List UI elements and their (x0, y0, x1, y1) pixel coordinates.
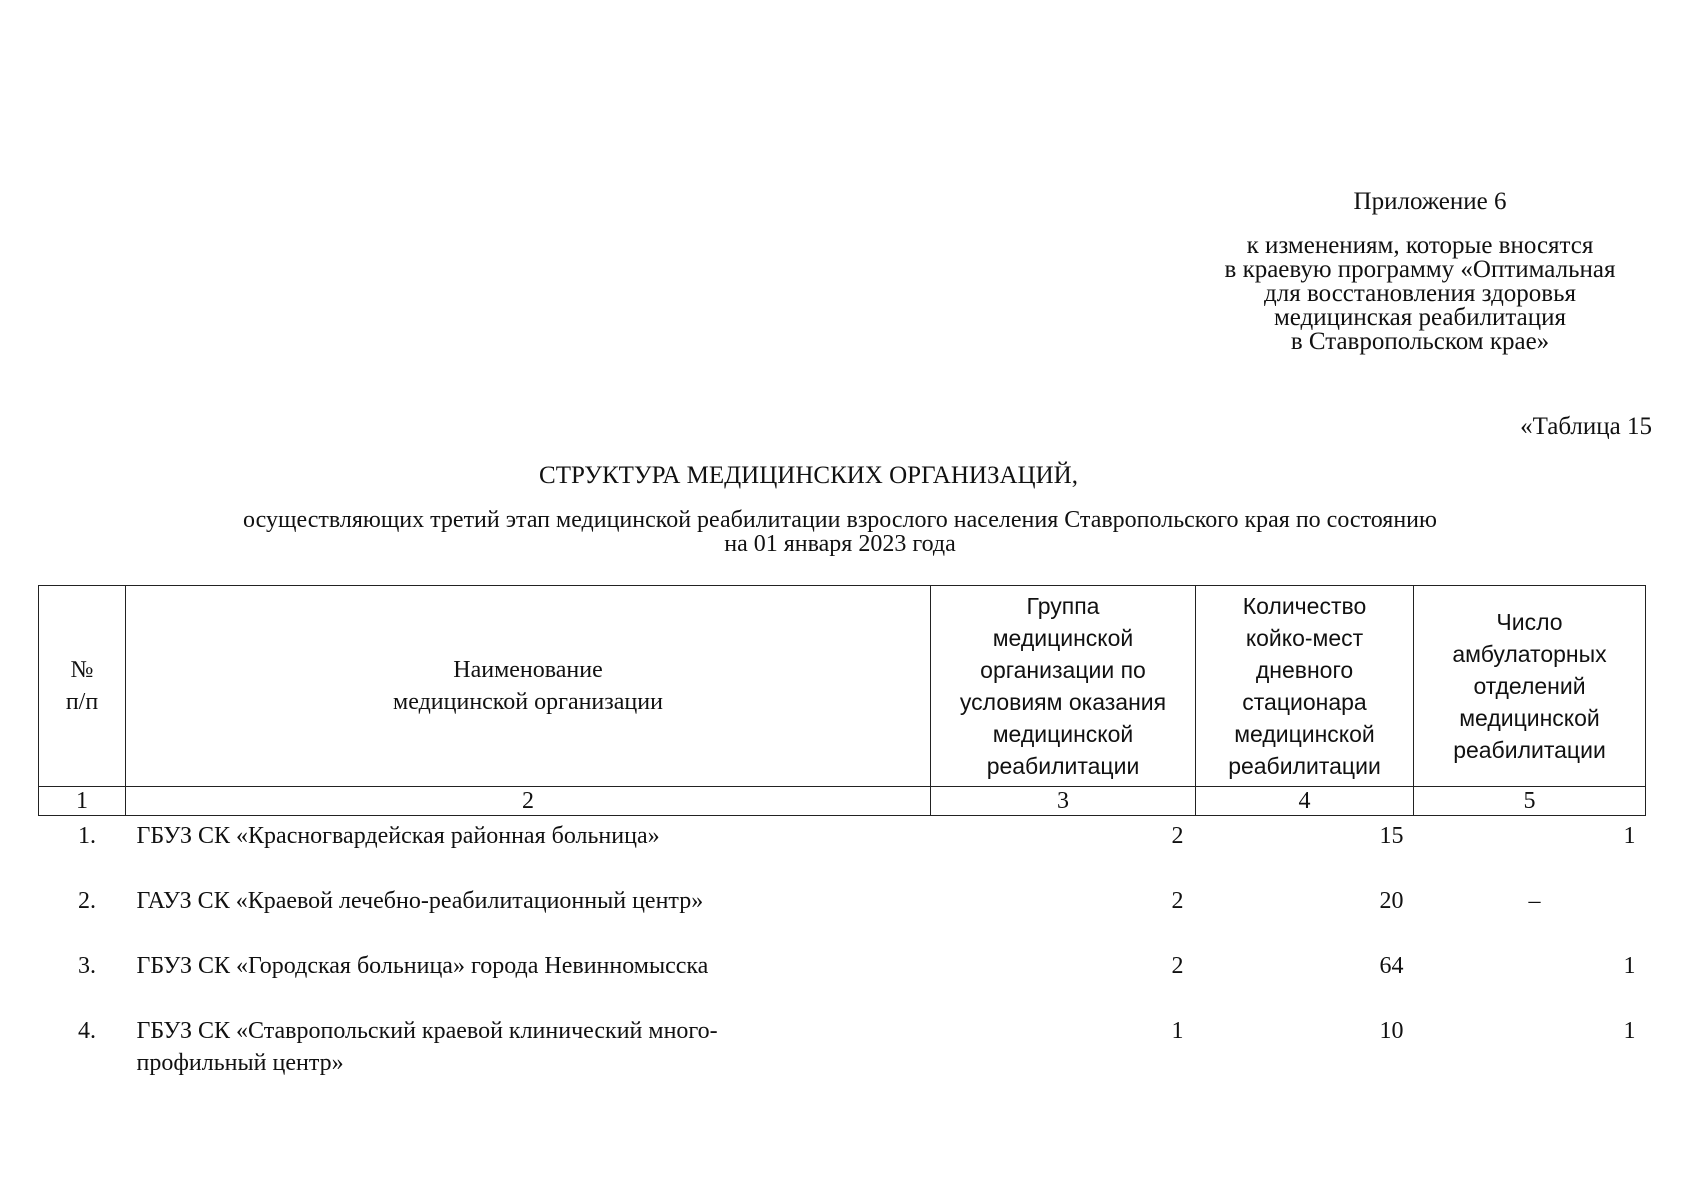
table-row (39, 816, 1646, 878)
outpatient-departments: 1 (1623, 1018, 1636, 1044)
header-beds-line: дневного (1255, 657, 1354, 683)
column-numbers-row (39, 787, 1646, 816)
organization-group: 2 (1171, 823, 1184, 849)
organization-name: ГБУЗ СК «Красногвардейская районная больница» (136, 823, 660, 849)
organization-name: ГАУЗ СК «Краевой лечебно-реабилитационный центр» (136, 888, 704, 914)
day-hospital-beds: 15 (1379, 823, 1404, 849)
organizations-table (38, 585, 1646, 1079)
row-number: 1. (78, 823, 96, 849)
header-beds-line: медицинской (1234, 721, 1375, 747)
header-group-line: условиям оказания (959, 689, 1167, 715)
organization-group: 2 (1171, 888, 1184, 914)
document-subtitle (80, 508, 1600, 556)
outpatient-departments: 1 (1623, 953, 1636, 979)
header-group-line: Группа (1026, 593, 1100, 619)
header-amb-line: амбулаторных (1452, 641, 1607, 667)
header-beds-line: койко-мест (1245, 625, 1364, 651)
header-amb-line: Число (1496, 609, 1563, 635)
appendix-line: к изменениям, которые вносятся (1246, 232, 1594, 259)
header-group-line: медицинской (992, 721, 1134, 747)
header-beds-line: реабилитации (1228, 753, 1381, 779)
organization-name: ГБУЗ СК «Городская больница» города Невинномысска (136, 953, 709, 979)
subtitle-line-2: на 01 января 2023 года (724, 531, 956, 557)
header-beds-line: Количество (1242, 593, 1367, 619)
appendix-line: для восстановления здоровья (1264, 280, 1576, 307)
header-name-line: медицинской организации (393, 689, 663, 715)
day-hospital-beds: 64 (1379, 953, 1404, 979)
organization-name-line: профильный центр» (136, 1050, 344, 1076)
header-amb-line: медицинской (1459, 705, 1600, 731)
appendix-block (1180, 190, 1660, 354)
table-label: «Таблица 15 (1520, 413, 1652, 440)
outpatient-departments: 1 (1623, 823, 1636, 849)
header-group-line: реабилитации (986, 753, 1140, 779)
header-num (39, 586, 126, 787)
header-name (126, 586, 931, 787)
document-title: СТРУКТУРА МЕДИЦИНСКИХ ОРГАНИЗАЦИЙ, (539, 462, 1078, 489)
row-number: 2. (78, 888, 96, 914)
row-number: 3. (78, 953, 96, 979)
column-number: 5 (1414, 787, 1646, 816)
organization-group: 1 (1171, 1018, 1184, 1044)
appendix-line: в Ставропольском крае» (1290, 328, 1550, 355)
table-row (39, 1007, 1646, 1079)
column-number: 2 (126, 787, 931, 816)
day-hospital-beds: 10 (1379, 1018, 1404, 1044)
appendix-line: медицинская реабилитация (1273, 304, 1567, 331)
header-amb (1414, 586, 1646, 787)
header-group-line: медицинской (992, 625, 1134, 651)
table-row (39, 942, 1646, 1007)
appendix-line: в краевую программу «Оптимальная (1224, 256, 1616, 283)
organization-name-line: ГБУЗ СК «Ставропольский краевой клинический много- (136, 1018, 718, 1044)
subtitle-line-1: осуществляющих третий этап медицинской реабилитации взрослого населения Ставропольского края по состоянию (243, 507, 1437, 533)
header-num-line: п/п (65, 689, 99, 715)
header-amb-line: отделений (1473, 673, 1586, 699)
header-beds-line: стационара (1242, 689, 1367, 715)
outpatient-departments: – (1528, 888, 1541, 914)
appendix-title: Приложение 6 (1353, 188, 1507, 215)
column-number: 1 (39, 787, 126, 816)
header-beds (1196, 586, 1414, 787)
column-number: 4 (1196, 787, 1414, 816)
header-name-line: Наименование (453, 657, 603, 683)
table-header-row (39, 586, 1646, 787)
organization-group: 2 (1171, 953, 1184, 979)
table-row (39, 877, 1646, 942)
organization-name (126, 1007, 931, 1079)
header-amb-line: реабилитации (1453, 737, 1606, 763)
header-num-line: № (70, 657, 94, 683)
column-number: 3 (931, 787, 1196, 816)
header-group-line: организации по (980, 657, 1146, 683)
row-number: 4. (78, 1018, 96, 1044)
header-group (931, 586, 1196, 787)
day-hospital-beds: 20 (1379, 888, 1404, 914)
